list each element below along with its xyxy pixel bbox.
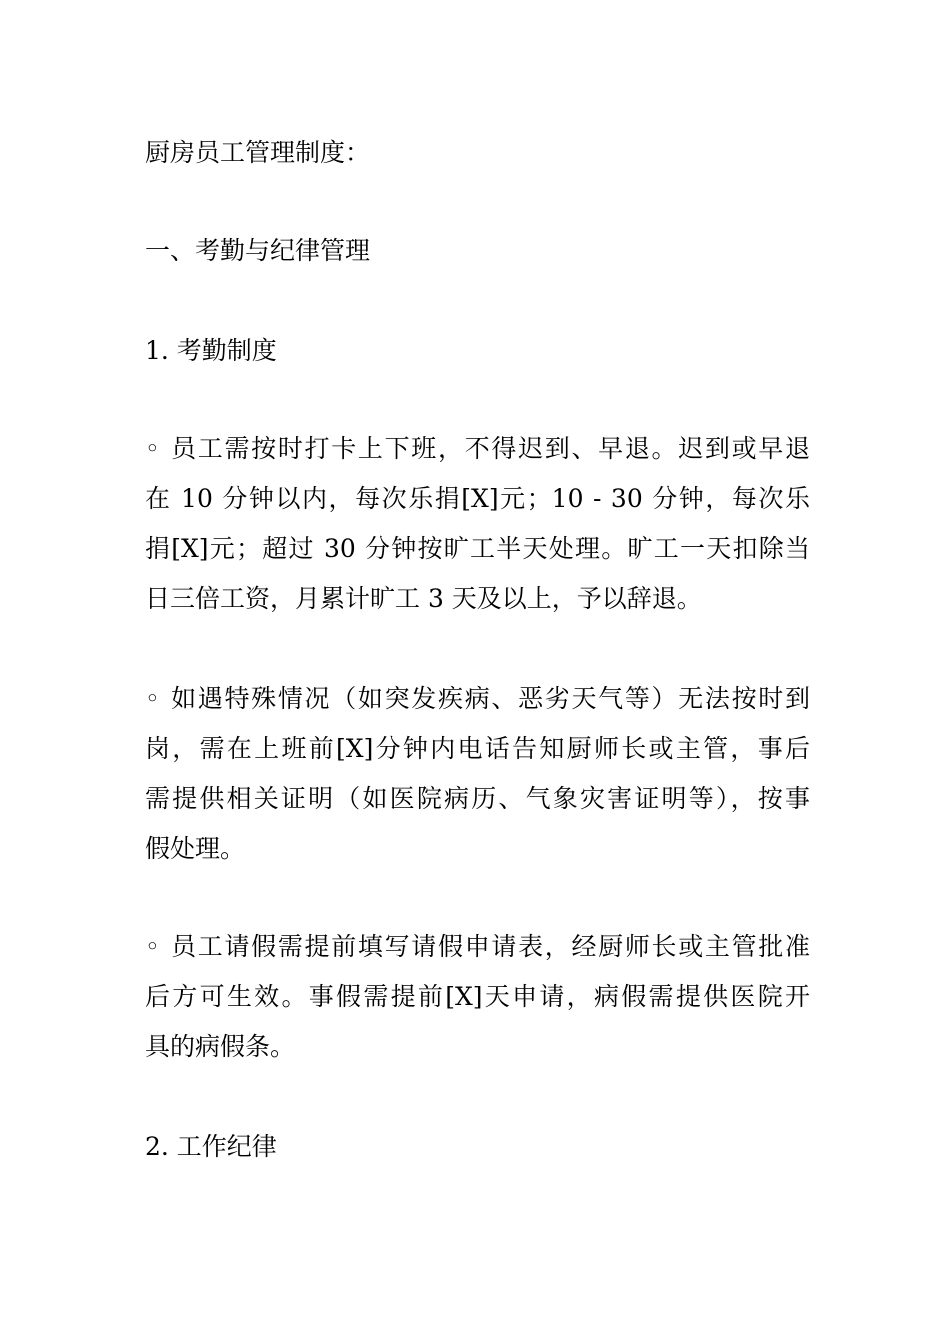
paragraph-line: 岗，需在上班前[X]分钟内电话告知厨师长或主管，事后 <box>145 734 810 763</box>
paragraph-line: 日三倍工资，月累计旷工 3 天及以上，予以辞退。 <box>145 584 702 613</box>
paragraph-line: 后方可生效。事假需提前[X]天申请，病假需提供医院开 <box>145 982 810 1011</box>
paragraph-line: ◦ 员工请假需提前填写请假申请表，经厨师长或主管批准 <box>145 932 810 961</box>
paragraph-special-circumstances <box>145 674 810 874</box>
subsection-heading-attendance: 1. 考勤制度 <box>145 336 277 365</box>
paragraph-line: ◦ 员工需按时打卡上下班，不得迟到、早退。迟到或早退 <box>145 434 810 463</box>
paragraph-line: 假处理。 <box>145 834 246 863</box>
paragraph-leave-requests <box>145 922 810 1072</box>
subsection-heading-work-discipline: 2. 工作纪律 <box>145 1132 277 1161</box>
paragraph-line: 捐[X]元；超过 30 分钟按旷工半天处理。旷工一天扣除当 <box>145 534 810 563</box>
paragraph-line: 需提供相关证明（如医院病历、气象灾害证明等），按事 <box>145 784 810 813</box>
paragraph-line: ◦ 如遇特殊情况（如突发疾病、恶劣天气等）无法按时到 <box>145 684 810 713</box>
section-heading: 一、考勤与纪律管理 <box>145 236 371 265</box>
paragraph-attendance-rules <box>145 424 810 624</box>
paragraph-line: 具的病假条。 <box>145 1032 296 1061</box>
document-title: 厨房员工管理制度： <box>145 138 371 167</box>
paragraph-line: 在 10 分钟以内，每次乐捐[X]元；10 - 30 分钟，每次乐 <box>145 484 810 513</box>
